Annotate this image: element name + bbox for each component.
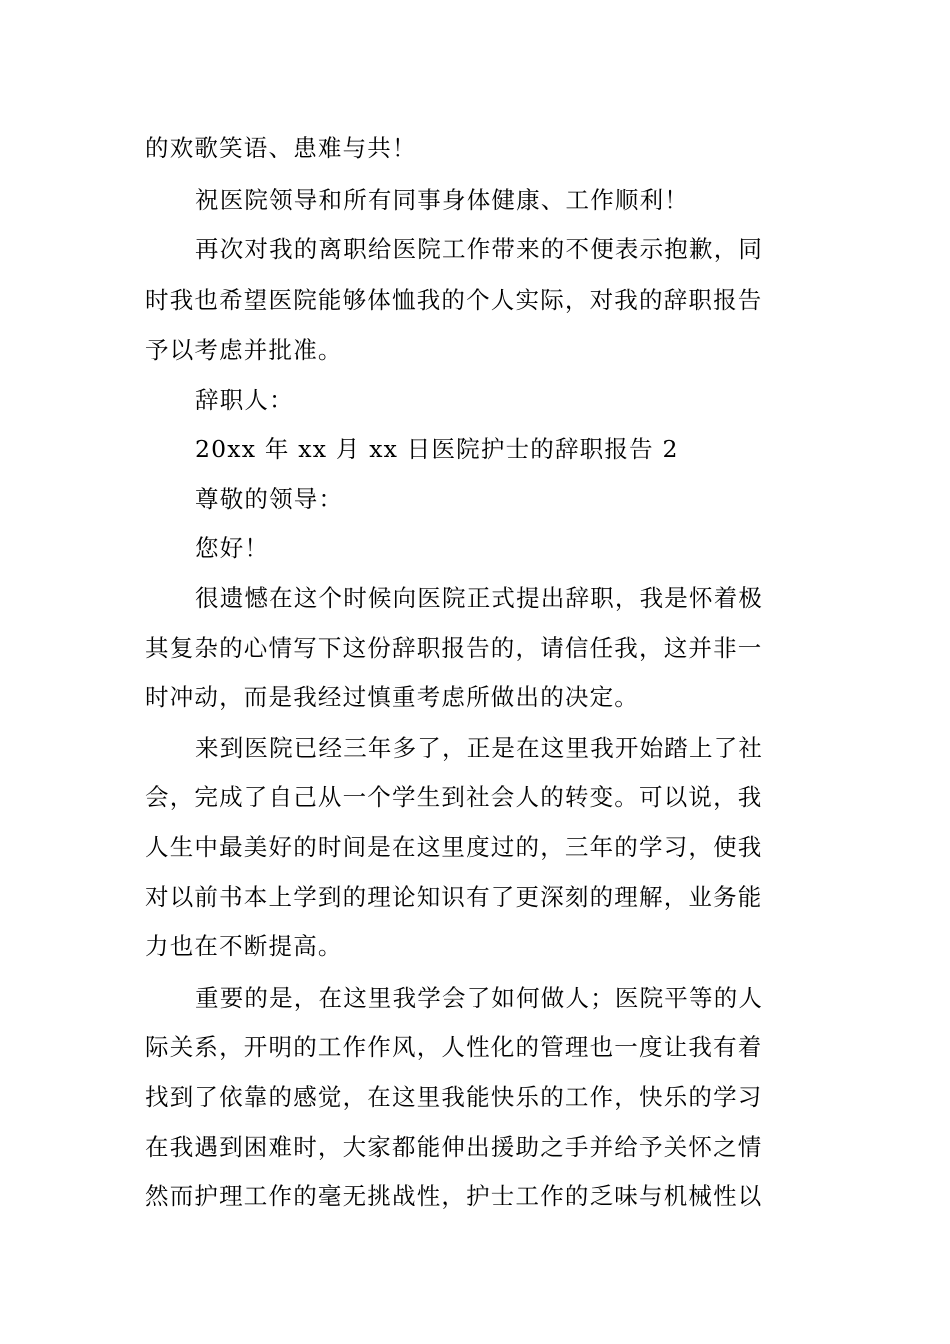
text-line-2: 祝医院领导和所有同事身体健康、工作顺利！ [195,186,689,214]
text-line-8: 尊敬的领导： [195,485,344,513]
text-line-4: 时我也希望医院能够体恤我的个人实际，对我的辞职报告 [145,286,763,314]
text-line-21: 在我遇到困难时，大家都能伸出援助之手并给予关怀之情 [145,1133,763,1161]
text-line-12: 时冲动，而是我经过慎重考虑所做出的决定。 [145,683,639,711]
text-line-16: 对以前书本上学到的理论知识有了更深刻的理解，业务能 [145,883,763,911]
text-line-20: 找到了依靠的感觉，在这里我能快乐的工作，快乐的学习 [145,1083,763,1111]
text-line-17: 力也在不断提高。 [145,932,343,960]
text-line-6: 辞职人： [195,386,294,414]
text-line-22: 然而护理工作的毫无挑战性，护士工作的乏味与机械性以 [145,1182,763,1210]
text-line-19: 际关系，开明的工作作风，人性化的管理也一度让我有着 [145,1033,763,1061]
text-line-15: 人生中最美好的时间是在这里度过的，三年的学习，使我 [145,833,763,861]
text-line-1: 的欢歌笑语、患难与共！ [145,134,417,162]
text-line-13: 来到医院已经三年多了，正是在这里我开始踏上了社 [195,734,764,762]
text-line-7: 20xx 年 xx 月 xx 日医院护士的辞职报告 2 [195,435,679,463]
text-line-5: 予以考虑并批准。 [145,336,343,364]
text-line-11: 其复杂的心情写下这份辞职报告的，请信任我，这并非一 [145,634,763,662]
text-line-10: 很遗憾在这个时候向医院正式提出辞职，我是怀着极 [195,584,764,612]
text-line-14: 会，完成了自己从一个学生到社会人的转变。可以说，我 [145,783,763,811]
text-line-9: 您好！ [195,534,270,562]
text-line-3: 再次对我的离职给医院工作带来的不便表示抱歉，同 [195,235,764,263]
text-line-18: 重要的是，在这里我学会了如何做人；医院平等的人 [195,984,764,1012]
